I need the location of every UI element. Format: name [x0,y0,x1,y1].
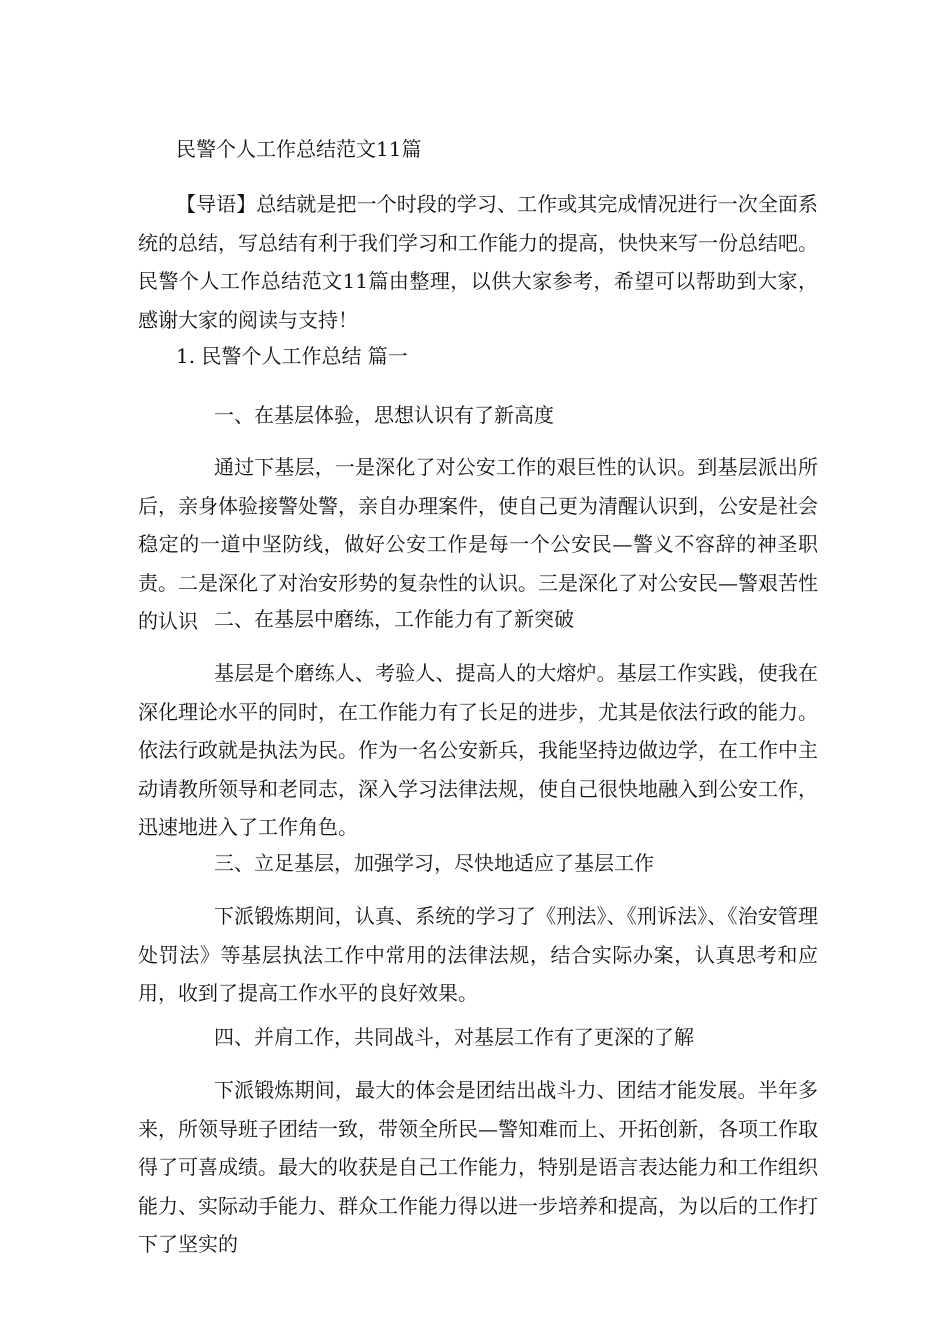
paragraph-4: 下派锻炼期间，最大的体会是团结出战斗力、团结才能发展。半年多来，所领导班子团结一致，带领全所民—警知难而上、开拓创新，各项工作取得了可喜成绩。最大的收获是自己工作能力，特别是语言表达能力和工作组织能力、实际动手能力、群众工作能力得以进一步培养和提高，为以后的工作打下了坚实的 [138,1078,818,1256]
document-title: 民警个人工作总结范文11篇 [176,137,422,161]
heading-2: 二、在基层中磨练，工作能力有了新突破 [214,607,574,631]
paragraph-2: 基层是个磨练人、考验人、提高人的大熔炉。基层工作实践，使我在深化理论水平的同时，在工作能力有了长足的进步，尤其是依法行政的能力。依法行政就是执法为民。作为一名公安新兵，我能坚持边做边学，在工作中主动请教所领导和老同志，深入学习法律法规，使自己很快地融入到公安工作，迅速地进入了工作角色。 [138,661,818,839]
heading-4: 四、并肩工作，共同战斗，对基层工作有了更深的了解 [214,1025,694,1049]
paragraph-3: 下派锻炼期间，认真、系统的学习了《刑法》、《刑诉法》、《治安管理 处罚法》等基层执法工作中常用的法律法规，结合实际办案，认真思考和应用，收到了提高工作水平的良好效果。 [138,904,818,1005]
heading-3: 三、立足基层，加强学习，尽快地适应了基层工作 [214,851,654,875]
heading-1: 一、在基层体验，思想认识有了新高度 [214,403,554,427]
intro-paragraph: 【导语】总结就是把一个时段的学习、工作或其完成情况进行一次全面系统的总结，写总结有利于我们学习和工作能力的提高，快快来写一份总结吧。民警个人工作总结范文11篇由整理，以供大家参考，希望可以帮助到大家，感谢大家的阅读与支持！ [138,192,818,332]
section-title: 1. 民警个人工作总结 篇一 [176,344,408,368]
paragraph-1: 通过下基层，一是深化了对公安工作的艰巨性的认识。到基层派出所后，亲身体验接警处警，亲自办理案件，使自己更为清醒认识到，公安是社会稳定的一道中坚防线，做好公安工作是每一个公安民—警义不容辞的神圣职责。二是深化了对治安形势的复杂性的认识。三是深化了对公安民—警艰苦性的认识 [138,455,818,633]
